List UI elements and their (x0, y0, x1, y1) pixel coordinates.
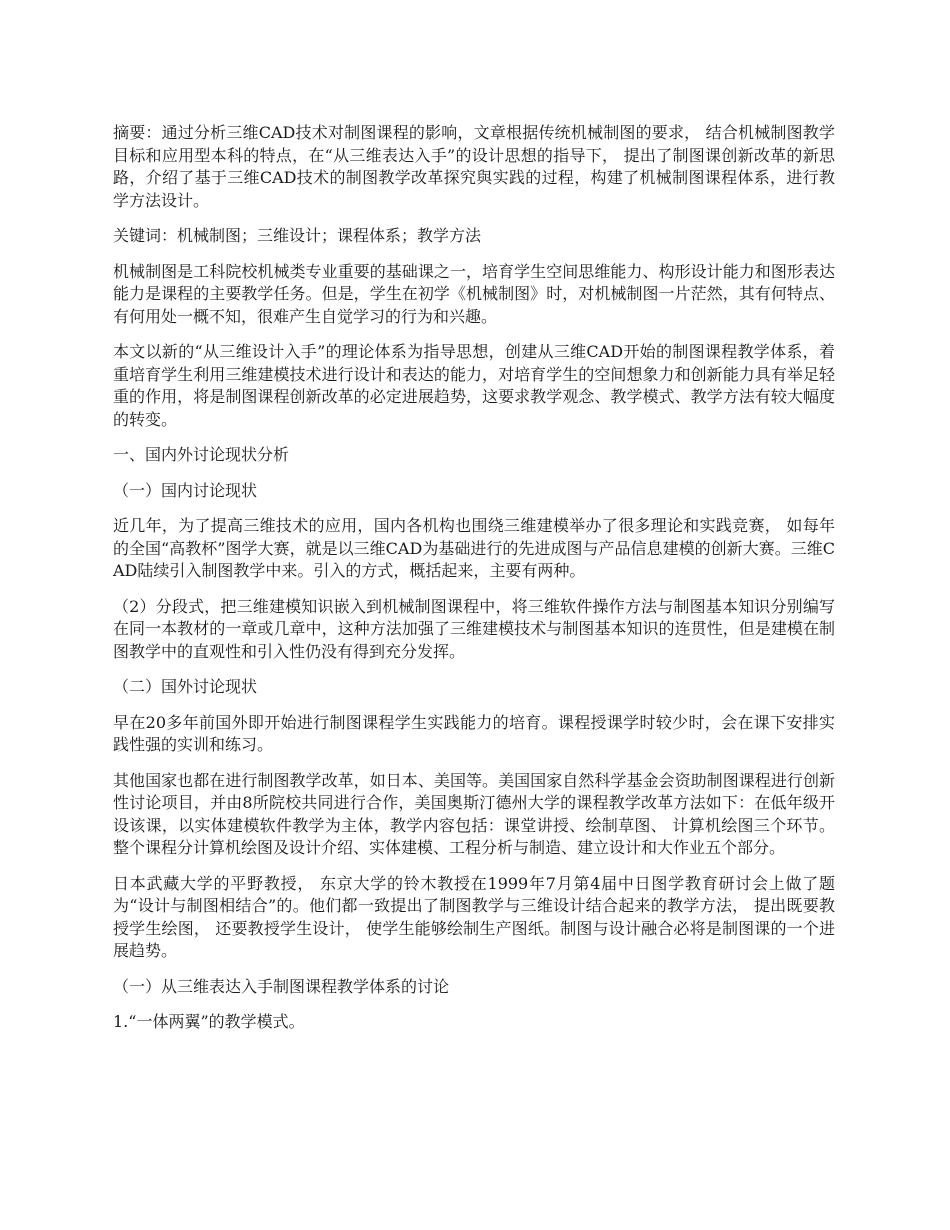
foreign-paragraph-3: 日本武藏大学的平野教授， 东京大学的铃木教授在1999年7月第4届中日图学教育研讨会上做了题为“设计与制图相结合”的。他们都一致提出了制图教学与三维设计结合起来的教学方法， 提出既要教授学生绘图， 还要教授学生设计， 使学生能够绘制生产图纸。制图与设计融合必将是制图课的一个进展趋势。 (113, 873, 835, 960)
domestic-paragraph-1: 近几年，为了提高三维技术的应用，国内各机构也围绕三维建模举办了很多理论和实践竞赛， 如每年的全国“高教杯”图学大赛，就是以三维CAD为基础进行的先进成图与产品信息建模的创新大赛。三维CAD陆续引入制图教学中来。引入的方式，概括起来，主要有两种。 (113, 516, 835, 580)
list-item-1: 1.“一体两翼”的教学模式。 (113, 1012, 305, 1031)
domestic-paragraph-2: （2）分段式，把三维建模知识嵌入到机械制图课程中，将三维软件操作方法与制图基本知识分别编写在同一本教材的一章或几章中，这种方法加强了三维建模技术与制图基本知识的连贯性，但是建模在制图教学中的直观性和引入性仍没有得到充分发挥。 (113, 596, 835, 661)
section-heading-1: 一、国内外讨论现状分析 (113, 445, 290, 464)
abstract-paragraph: 摘要：通过分析三维CAD技术对制图课程的影响，文章根据传统机械制图的要求， 结合机械制图教学目标和应用型本科的特点，在“从三维表达入手”的设计思想的指导下， 提出了制图课创新改革的新思路，介绍了基于三维CAD技术的制图教学改革探究與实践的过程，构建了机械制图课程体系，进行教学方法设计。 (113, 123, 835, 210)
subsection-heading-system: （一）从三维表达入手制图课程教学体系的讨论 (113, 976, 450, 996)
intro-paragraph-1: 机械制图是工科院校机械类专业重要的基础课之一，培育学生空间思维能力、构形设计能力和图形表达能力是课程的主要教学任务。但是，学生在初学《机械制图》时，对机械制图一片茫然，其有何特点、有何用处一概不知，很难产生自觉学习的行为和兴趣。 (113, 261, 835, 326)
foreign-paragraph-1: 早在20多年前国外即开始进行制图课程学生实践能力的培育。课程授课学时较少时，会在课下安排实践性强的实训和练习。 (113, 712, 835, 754)
keywords-line: 关键词：机械制图；三维设计；课程体系；教学方法 (113, 226, 482, 245)
subsection-heading-foreign: （二）国外讨论现状 (113, 677, 258, 696)
subsection-heading-domestic: （一）国内讨论现状 (113, 480, 258, 500)
document-page (113, 122, 835, 1047)
foreign-paragraph-2: 其他国家也都在进行制图教学改革，如日本、美国等。美国国家自然科学基金会资助制图课程进行创新性讨论项目，并由8所院校共同进行合作，美国奥斯汀德州大学的课程教学改革方法如下：在低年级开设该课，以实体建模软件教学为主体，教学内容包括：课堂讲授、绘制草图、 计算机绘图三个环节。整个课程分计算机绘图及设计介绍、实体建模、工程分析与制造、建立设计和大作业五个部分。 (113, 770, 835, 857)
intro-paragraph-2: 本文以新的“从三维设计入手”的理论体系为指导思想，创建从三维CAD开始的制图课程教学体系，着重培育学生利用三维建模技术进行设计和表达的能力，对培育学生的空间想象力和创新能力具有举足轻重的作用，将是制图课程创新改革的必定进展趋势，这要求教学观念、教学模式、教学方法有较大幅度的转变。 (113, 342, 835, 429)
